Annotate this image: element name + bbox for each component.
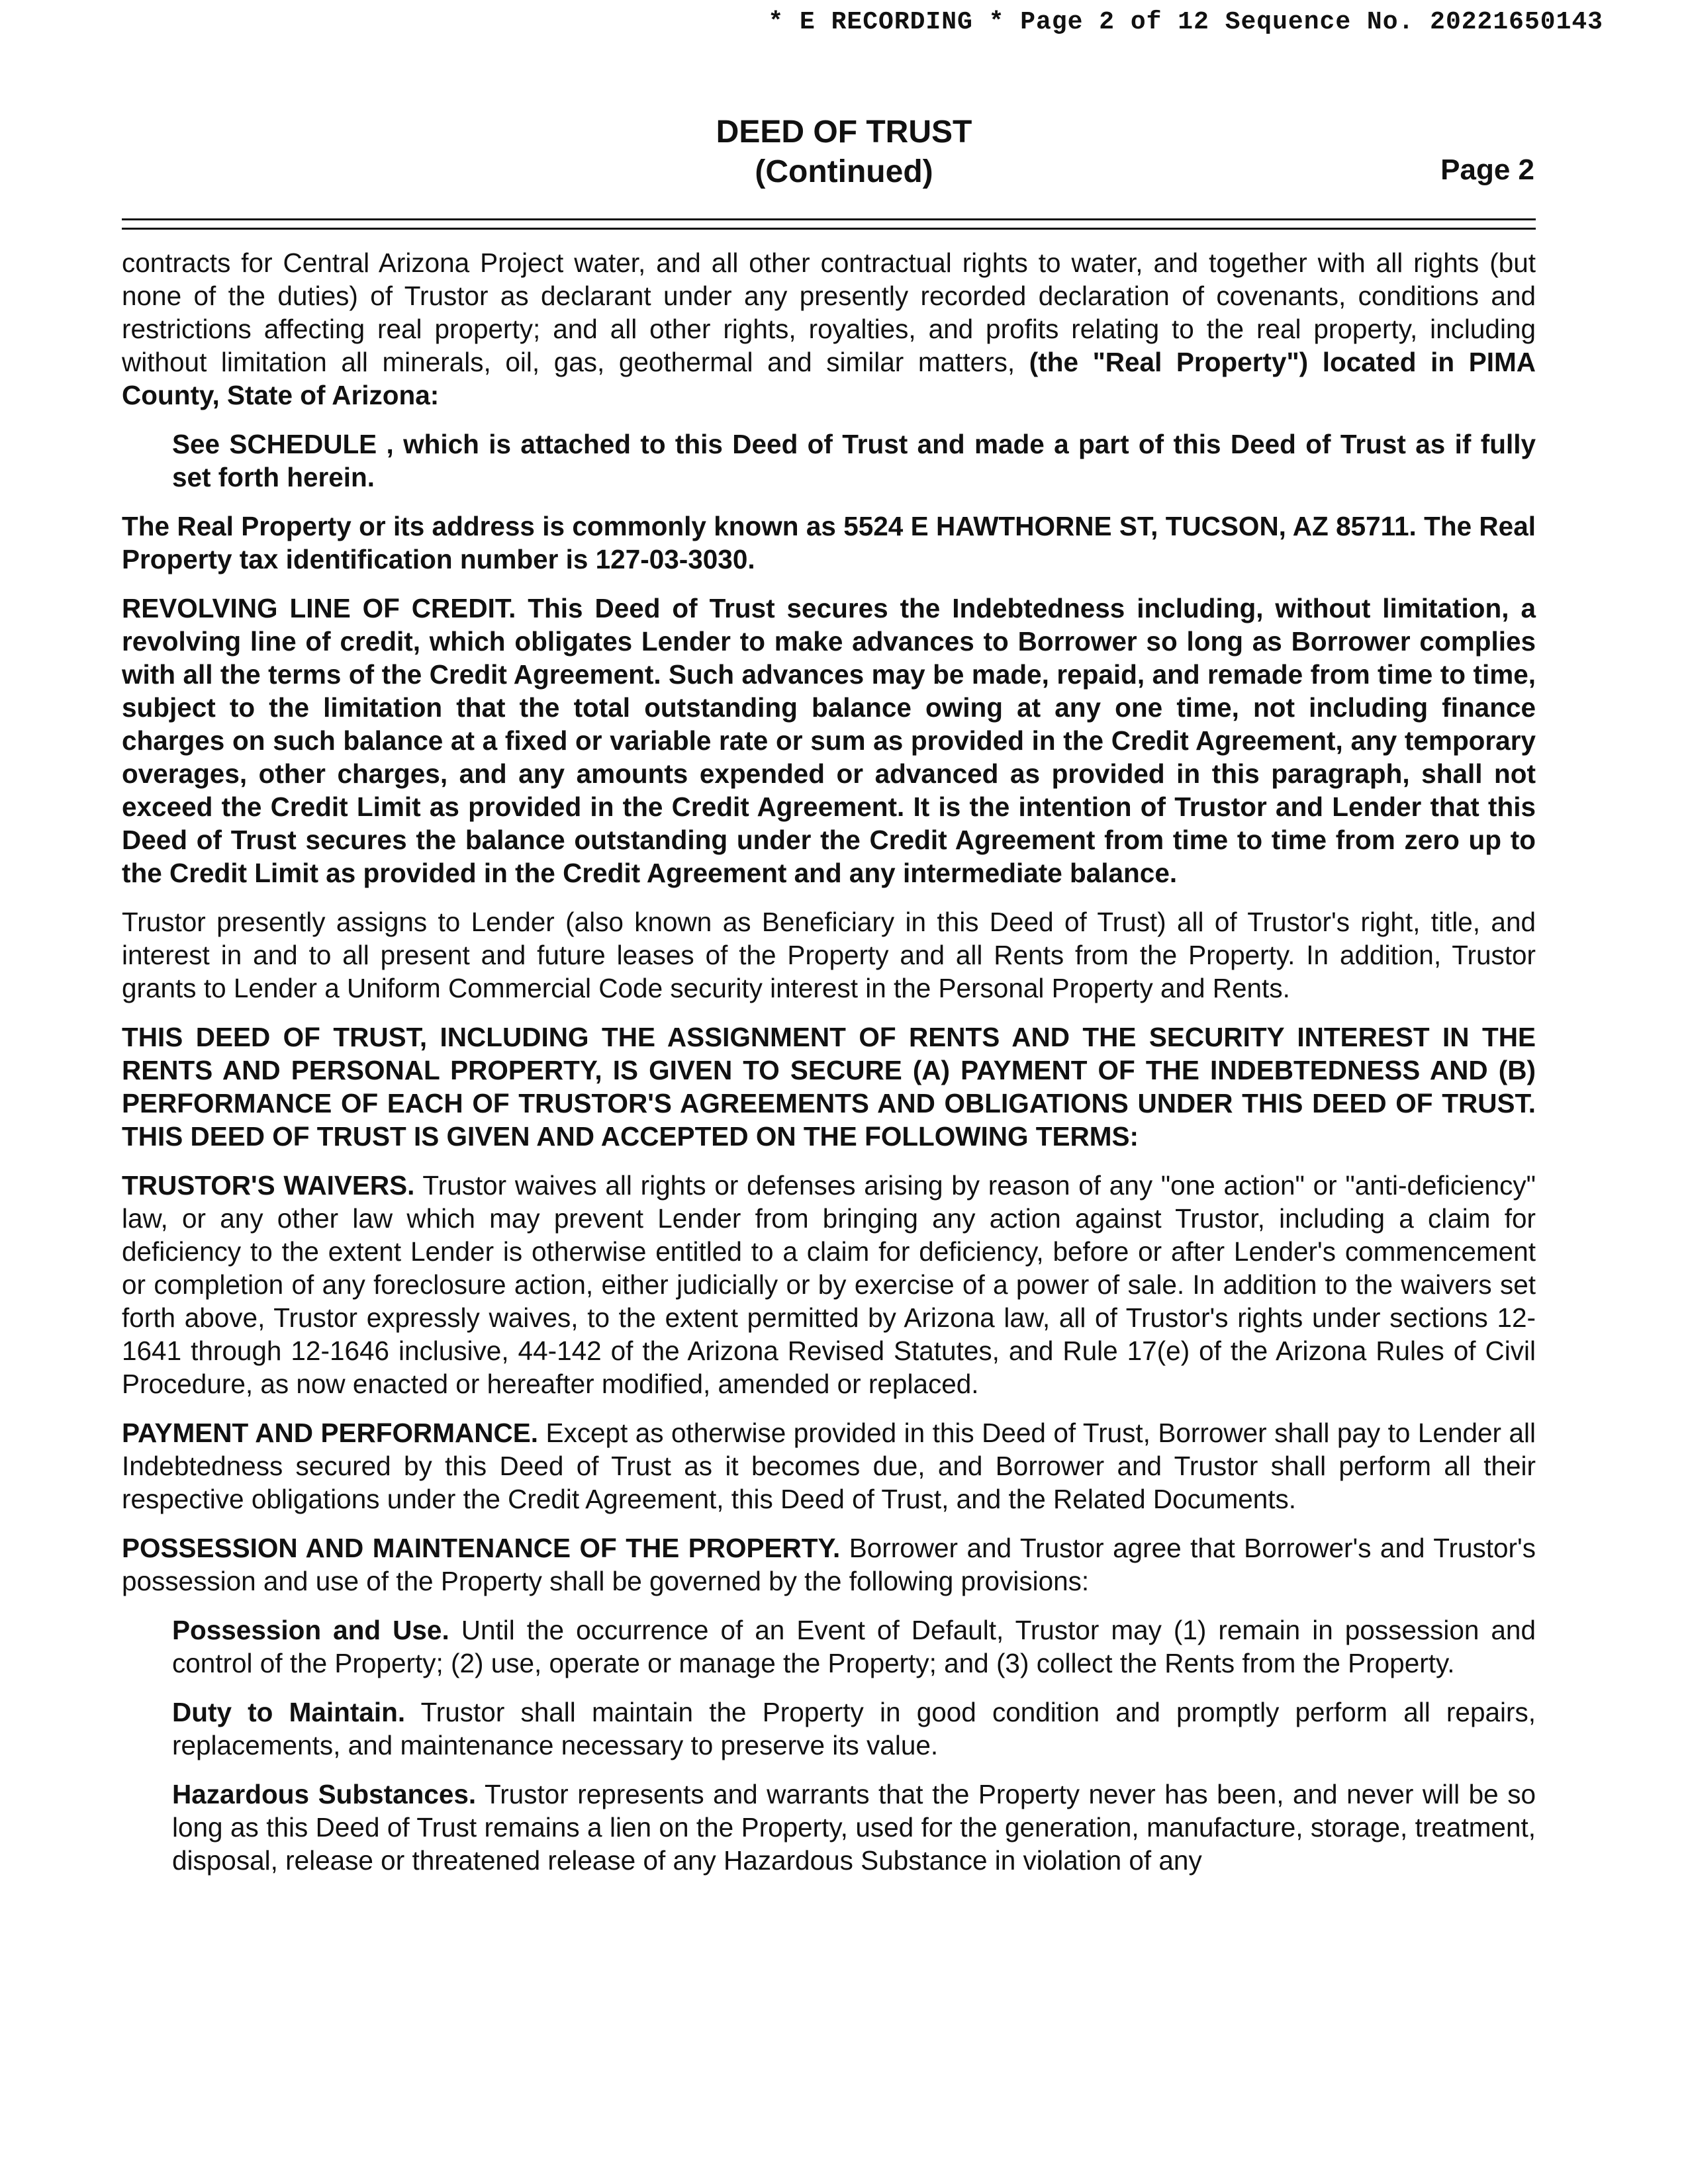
page-number: Page 2 <box>1440 154 1534 186</box>
revolving-paragraph <box>122 592 1536 889</box>
hazardous-substances-paragraph <box>172 1778 1536 1877</box>
duty-to-maintain-paragraph <box>172 1696 1536 1762</box>
possession-text: Borrower and Trustor agree that Borrower's and Trustor's possession and use of the Property shall be governed by the following provisions: <box>122 1533 1536 1596</box>
address-prefix: The Real Property or its address is commonly known as <box>122 511 836 541</box>
caps-clause-paragraph: THIS DEED OF TRUST, INCLUDING THE ASSIGNMENT OF RENTS AND THE SECURITY INTEREST IN THE RENTS AND PERSONAL PROPERTY, IS GIVEN TO SECURE (A) PAYMENT OF THE INDEBTEDNESS AND (B) PERFORMANCE OF EACH OF TRUSTOR'S AGREEMENTS AND OBLIGATIONS UNDER THIS DEED OF TRUST. THIS DEED OF TRUST IS GIVEN AND ACCEPTED ON THE FOLLOWING TERMS: <box>122 1022 1536 1152</box>
payment-paragraph <box>122 1416 1536 1516</box>
property-address: 5524 E HAWTHORNE ST, TUCSON, AZ 85711. <box>843 511 1417 541</box>
possession-paragraph <box>122 1531 1536 1598</box>
hazardous-substances-text: Trustor represents and warrants that the Property never has been, and never will be so long as this Deed of Trust remains a lien on the Property, used for the generation, manufacture, storage, treatment, disposal, release or threatened release of any Hazardous Substance in violation of any <box>172 1779 1536 1876</box>
payment-heading: PAYMENT AND PERFORMANCE. <box>122 1418 538 1448</box>
address-paragraph <box>122 510 1536 576</box>
intro-text: contracts for Central Arizona Project water, and all other contractual rights to water, and together with all rights (but none of the duties) of Trustor as declarant under any presently recorded declaration of covenants, conditions and restrictions affecting real property; and all other rights, royalties, and profits relating to the real property, including without limitation all minerals, oil, gas, geothermal and similar matters, <box>122 248 1536 377</box>
header-divider-top <box>122 218 1536 220</box>
recording-stamp: * E RECORDING * Page 2 of 12 Sequence No. 20221650143 <box>768 8 1603 36</box>
hazardous-substances-heading: Hazardous Substances. <box>172 1779 477 1809</box>
revolving-heading: REVOLVING LINE OF CREDIT. <box>122 593 516 623</box>
possession-heading: POSSESSION AND MAINTENANCE OF THE PROPERTY. <box>122 1533 841 1563</box>
address-middle: The Real Property tax identification number is <box>122 511 1536 574</box>
assignment-paragraph: Trustor presently assigns to Lender (also known as Beneficiary in this Deed of Trust) all of Trustor's right, title, and interest in and to all present and future leases of the Property and all Rents from the Property. In addition, Trustor grants to Lender a Uniform Commercial Code security interest in the Personal Property and Rents. <box>122 907 1536 1003</box>
duty-to-maintain-heading: Duty to Maintain. <box>172 1697 406 1727</box>
duty-to-maintain-text: Trustor shall maintain the Property in good condition and promptly perform all repairs, replacements, and maintenance necessary to preserve its value. <box>172 1697 1536 1760</box>
possession-use-text: Until the occurrence of an Event of Default, Trustor may (1) remain in possession and control of the Property; (2) use, operate or manage the Property; and (3) collect the Rents from the Property. <box>172 1615 1536 1678</box>
waivers-text: Trustor waives all rights or defenses arising by reason of any "one action" or "anti-deficiency" law, or any other law which may prevent Lender from bringing any action against Trustor, including a claim for deficiency to the extent Lender is otherwise entitled to a claim for deficiency, before or after Lender's commencement or completion of any foreclosure action, either judicially or by exercise of a power of sale. In addition to the waivers set forth above, Trustor expressly waives, to the extent permitted by Arizona law, all of Trustor's rights under sections 12-1641 through 12-1646 inclusive, 44-142 of the Arizona Revised Statutes, and Rule 17(e) of the Arizona Rules of Civil Procedure, as now enacted or hereafter modified, amended or replaced. <box>122 1170 1536 1399</box>
document-body <box>122 246 1536 1893</box>
waivers-paragraph <box>122 1169 1536 1400</box>
waivers-heading: TRUSTOR'S WAIVERS. <box>122 1170 415 1201</box>
document-title: DEED OF TRUST <box>716 114 972 150</box>
revolving-text: This Deed of Trust secures the Indebtedness including, without limitation, a revolving line of credit, which obligates Lender to make advances to Borrower so long as Borrower complies with all the terms of the Credit Agreement. Such advances may be made, repaid, and remade from time to time, subject to the limitation that the total outstanding balance owing at any one time, not including finance charges on such balance at a fixed or variable rate or sum as provided in the Credit Agreement, any temporary overages, other charges, and any amounts expended or advanced as provided in this paragraph, shall not exceed the Credit Limit as provided in the Credit Agreement. It is the intention of Trustor and Lender that this Deed of Trust secures the balance outstanding under the Credit Agreement from time to time from zero up to the Credit Limit as provided in the Credit Agreement and any intermediate balance. <box>122 593 1536 888</box>
payment-text: Except as otherwise provided in this Deed of Trust, Borrower shall pay to Lender all Indebtedness secured by this Deed of Trust as it becomes due, and Borrower and Trustor shall perform all their respective obligations under the Credit Agreement, this Deed of Trust, and the Related Documents. <box>122 1418 1536 1514</box>
possession-use-heading: Possession and Use. <box>172 1615 449 1645</box>
intro-paragraph <box>122 246 1536 412</box>
title-block <box>0 113 1688 192</box>
tax-id: 127-03-3030. <box>595 544 755 574</box>
schedule-paragraph: See SCHEDULE , which is attached to this Deed of Trust and made a part of this Deed of Trust as if fully set forth herein. <box>172 429 1536 492</box>
intro-bold: (the "Real Property") located in PIMA County, State of Arizona: <box>122 347 1536 410</box>
possession-use-paragraph <box>172 1614 1536 1680</box>
document-subtitle: (Continued) <box>755 154 933 189</box>
header-divider-bottom <box>122 228 1536 230</box>
